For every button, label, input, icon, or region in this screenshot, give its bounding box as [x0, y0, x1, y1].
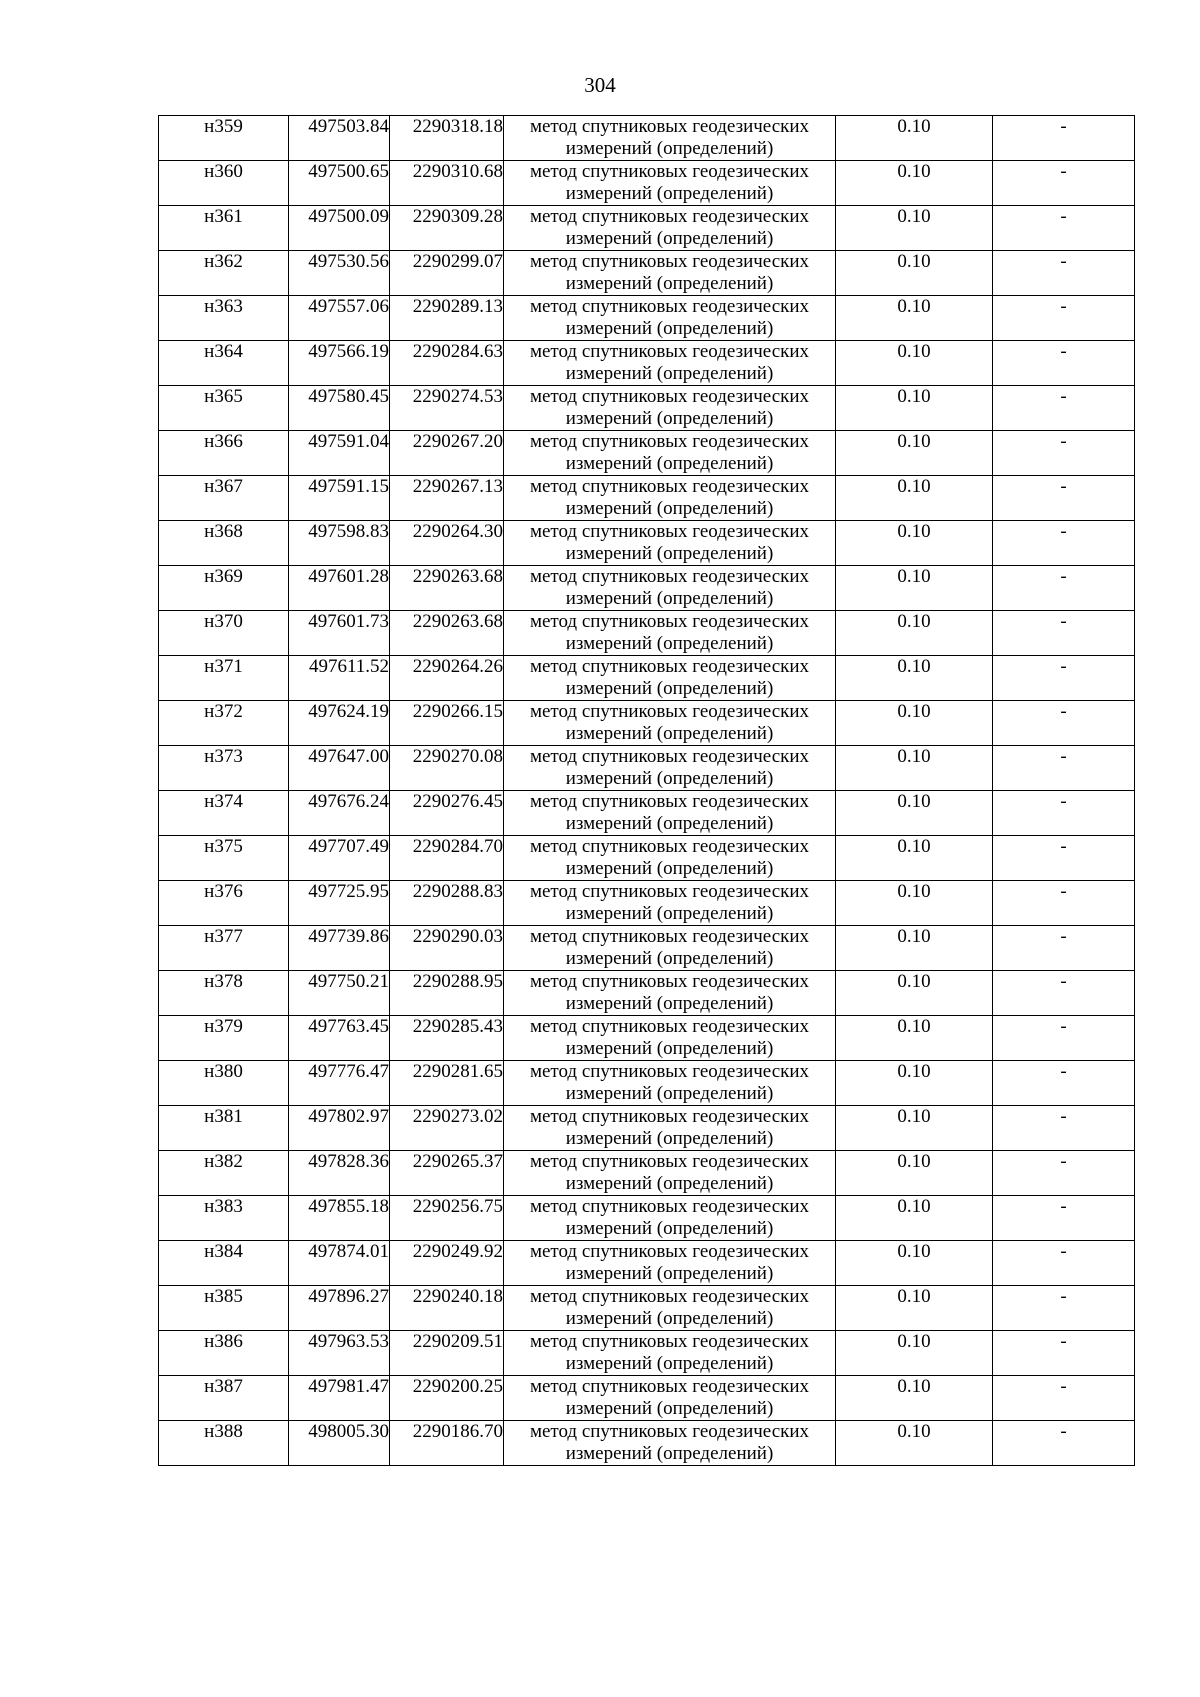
accuracy-cell: 0.10: [836, 656, 993, 701]
x-coordinate-cell: 497557.06: [289, 296, 390, 341]
method-line-1: метод спутниковых геодезических: [529, 1376, 810, 1397]
table-row: [159, 656, 1135, 701]
point-name-cell: н374: [159, 791, 289, 836]
x-coordinate-cell: 497591.15: [289, 476, 390, 521]
x-coordinate-cell: 497855.18: [289, 1196, 390, 1241]
method-cell: [504, 791, 836, 836]
method-line-2: измерений (определений): [565, 1308, 774, 1329]
method-line-2: измерений (определений): [565, 498, 774, 519]
x-coordinate-cell: 497981.47: [289, 1376, 390, 1421]
accuracy-cell: 0.10: [836, 1151, 993, 1196]
coordinates-table: [158, 115, 1135, 1466]
method-line-2: измерений (определений): [565, 453, 774, 474]
y-coordinate-cell: 2290289.13: [390, 296, 504, 341]
table-row: [159, 341, 1135, 386]
description-cell: -: [993, 1241, 1135, 1286]
y-coordinate-cell: 2290266.15: [390, 701, 504, 746]
y-coordinate-cell: 2290288.95: [390, 971, 504, 1016]
point-name-cell: н367: [159, 476, 289, 521]
table-row: [159, 521, 1135, 566]
table-row: [159, 836, 1135, 881]
method-cell: [504, 161, 836, 206]
method-line-2: измерений (определений): [565, 1038, 774, 1059]
point-name-cell: н380: [159, 1061, 289, 1106]
method-cell: [504, 1241, 836, 1286]
y-coordinate-cell: 2290288.83: [390, 881, 504, 926]
x-coordinate-cell: 497566.19: [289, 341, 390, 386]
accuracy-cell: 0.10: [836, 881, 993, 926]
method-cell: [504, 1421, 836, 1466]
accuracy-cell: 0.10: [836, 296, 993, 341]
accuracy-cell: 0.10: [836, 611, 993, 656]
table-row: [159, 1106, 1135, 1151]
method-line-2: измерений (определений): [565, 138, 774, 159]
x-coordinate-cell: 497874.01: [289, 1241, 390, 1286]
method-line-1: метод спутниковых геодезических: [529, 386, 810, 407]
method-line-2: измерений (определений): [565, 678, 774, 699]
x-coordinate-cell: 497739.86: [289, 926, 390, 971]
description-cell: -: [993, 296, 1135, 341]
y-coordinate-cell: 2290263.68: [390, 611, 504, 656]
accuracy-cell: 0.10: [836, 431, 993, 476]
description-cell: -: [993, 251, 1135, 296]
method-line-2: измерений (определений): [565, 543, 774, 564]
table-row: [159, 791, 1135, 836]
point-name-cell: н383: [159, 1196, 289, 1241]
method-line-1: метод спутниковых геодезических: [529, 521, 810, 542]
method-cell: [504, 521, 836, 566]
description-cell: -: [993, 971, 1135, 1016]
y-coordinate-cell: 2290186.70: [390, 1421, 504, 1466]
method-line-1: метод спутниковых геодезических: [529, 341, 810, 362]
accuracy-cell: 0.10: [836, 521, 993, 566]
y-coordinate-cell: 2290209.51: [390, 1331, 504, 1376]
method-line-1: метод спутниковых геодезических: [529, 1421, 810, 1442]
method-cell: [504, 1016, 836, 1061]
point-name-cell: н385: [159, 1286, 289, 1331]
table-row: [159, 881, 1135, 926]
description-cell: -: [993, 791, 1135, 836]
method-line-2: измерений (определений): [565, 768, 774, 789]
point-name-cell: н379: [159, 1016, 289, 1061]
point-name-cell: н364: [159, 341, 289, 386]
accuracy-cell: 0.10: [836, 701, 993, 746]
x-coordinate-cell: 497707.49: [289, 836, 390, 881]
point-name-cell: н386: [159, 1331, 289, 1376]
method-line-1: метод спутниковых геодезических: [529, 881, 810, 902]
method-line-1: метод спутниковых геодезических: [529, 1061, 810, 1082]
point-name-cell: н363: [159, 296, 289, 341]
description-cell: -: [993, 116, 1135, 161]
description-cell: -: [993, 566, 1135, 611]
method-line-1: метод спутниковых геодезических: [529, 251, 810, 272]
accuracy-cell: 0.10: [836, 341, 993, 386]
method-line-2: измерений (определений): [565, 228, 774, 249]
description-cell: -: [993, 431, 1135, 476]
point-name-cell: н362: [159, 251, 289, 296]
y-coordinate-cell: 2290299.07: [390, 251, 504, 296]
method-line-1: метод спутниковых геодезических: [529, 611, 810, 632]
method-line-1: метод спутниковых геодезических: [529, 836, 810, 857]
description-cell: -: [993, 341, 1135, 386]
y-coordinate-cell: 2290256.75: [390, 1196, 504, 1241]
x-coordinate-cell: 497763.45: [289, 1016, 390, 1061]
table-row: [159, 206, 1135, 251]
x-coordinate-cell: 498005.30: [289, 1421, 390, 1466]
point-name-cell: н378: [159, 971, 289, 1016]
x-coordinate-cell: 497647.00: [289, 746, 390, 791]
method-line-2: измерений (определений): [565, 1083, 774, 1104]
accuracy-cell: 0.10: [836, 836, 993, 881]
point-name-cell: н359: [159, 116, 289, 161]
method-line-1: метод спутниковых геодезических: [529, 701, 810, 722]
method-cell: [504, 116, 836, 161]
table-row: [159, 1016, 1135, 1061]
method-line-1: метод спутниковых геодезических: [529, 206, 810, 227]
y-coordinate-cell: 2290267.13: [390, 476, 504, 521]
table-row: [159, 296, 1135, 341]
accuracy-cell: 0.10: [836, 1421, 993, 1466]
point-name-cell: н376: [159, 881, 289, 926]
point-name-cell: н377: [159, 926, 289, 971]
method-cell: [504, 1331, 836, 1376]
method-cell: [504, 656, 836, 701]
y-coordinate-cell: 2290284.63: [390, 341, 504, 386]
method-line-1: метод спутниковых геодезических: [529, 161, 810, 182]
description-cell: -: [993, 1016, 1135, 1061]
accuracy-cell: 0.10: [836, 791, 993, 836]
description-cell: -: [993, 746, 1135, 791]
table-row: [159, 926, 1135, 971]
method-line-1: метод спутниковых геодезических: [529, 1016, 810, 1037]
table-row: [159, 746, 1135, 791]
method-line-1: метод спутниковых геодезических: [529, 971, 810, 992]
description-cell: -: [993, 386, 1135, 431]
description-cell: -: [993, 1376, 1135, 1421]
x-coordinate-cell: 497963.53: [289, 1331, 390, 1376]
method-line-2: измерений (определений): [565, 318, 774, 339]
method-line-1: метод спутниковых геодезических: [529, 431, 810, 452]
y-coordinate-cell: 2290264.26: [390, 656, 504, 701]
accuracy-cell: 0.10: [836, 1106, 993, 1151]
y-coordinate-cell: 2290310.68: [390, 161, 504, 206]
method-cell: [504, 1061, 836, 1106]
method-line-2: измерений (определений): [565, 858, 774, 879]
point-name-cell: н365: [159, 386, 289, 431]
accuracy-cell: 0.10: [836, 206, 993, 251]
x-coordinate-cell: 497750.21: [289, 971, 390, 1016]
method-cell: [504, 251, 836, 296]
method-cell: [504, 296, 836, 341]
method-line-2: измерений (определений): [565, 588, 774, 609]
point-name-cell: н388: [159, 1421, 289, 1466]
x-coordinate-cell: 497530.56: [289, 251, 390, 296]
page-number: 304: [584, 73, 616, 97]
method-cell: [504, 926, 836, 971]
method-line-2: измерений (определений): [565, 1218, 774, 1239]
x-coordinate-cell: 497676.24: [289, 791, 390, 836]
method-line-1: метод спутниковых геодезических: [529, 1286, 810, 1307]
description-cell: -: [993, 1151, 1135, 1196]
description-cell: -: [993, 161, 1135, 206]
method-line-2: измерений (определений): [565, 1263, 774, 1284]
method-line-1: метод спутниковых геодезических: [529, 1106, 810, 1127]
method-line-2: измерений (определений): [565, 408, 774, 429]
point-name-cell: н368: [159, 521, 289, 566]
description-cell: -: [993, 1421, 1135, 1466]
point-name-cell: н361: [159, 206, 289, 251]
point-name-cell: н381: [159, 1106, 289, 1151]
table-row: [159, 161, 1135, 206]
accuracy-cell: 0.10: [836, 1196, 993, 1241]
description-cell: -: [993, 206, 1135, 251]
x-coordinate-cell: 497580.45: [289, 386, 390, 431]
y-coordinate-cell: 2290290.03: [390, 926, 504, 971]
x-coordinate-cell: 497598.83: [289, 521, 390, 566]
method-line-2: измерений (определений): [565, 633, 774, 654]
accuracy-cell: 0.10: [836, 566, 993, 611]
description-cell: -: [993, 701, 1135, 746]
y-coordinate-cell: 2290309.28: [390, 206, 504, 251]
method-cell: [504, 431, 836, 476]
table-row: [159, 116, 1135, 161]
method-line-2: измерений (определений): [565, 993, 774, 1014]
accuracy-cell: 0.10: [836, 161, 993, 206]
y-coordinate-cell: 2290276.45: [390, 791, 504, 836]
point-name-cell: н384: [159, 1241, 289, 1286]
x-coordinate-cell: 497896.27: [289, 1286, 390, 1331]
point-name-cell: н366: [159, 431, 289, 476]
description-cell: -: [993, 1196, 1135, 1241]
method-cell: [504, 1286, 836, 1331]
method-line-1: метод спутниковых геодезических: [529, 1196, 810, 1217]
table-row: [159, 566, 1135, 611]
method-line-1: метод спутниковых геодезических: [529, 746, 810, 767]
point-name-cell: н371: [159, 656, 289, 701]
accuracy-cell: 0.10: [836, 251, 993, 296]
method-line-2: измерений (определений): [565, 723, 774, 744]
description-cell: -: [993, 521, 1135, 566]
accuracy-cell: 0.10: [836, 476, 993, 521]
table-row: [159, 1286, 1135, 1331]
accuracy-cell: 0.10: [836, 1241, 993, 1286]
y-coordinate-cell: 2290263.68: [390, 566, 504, 611]
x-coordinate-cell: 497601.28: [289, 566, 390, 611]
table-row: [159, 1331, 1135, 1376]
description-cell: -: [993, 926, 1135, 971]
method-line-1: метод спутниковых геодезических: [529, 1151, 810, 1172]
accuracy-cell: 0.10: [836, 926, 993, 971]
accuracy-cell: 0.10: [836, 1286, 993, 1331]
method-line-1: метод спутниковых геодезических: [529, 296, 810, 317]
x-coordinate-cell: 497725.95: [289, 881, 390, 926]
description-cell: -: [993, 1106, 1135, 1151]
method-line-2: измерений (определений): [565, 1173, 774, 1194]
method-cell: [504, 746, 836, 791]
y-coordinate-cell: 2290281.65: [390, 1061, 504, 1106]
y-coordinate-cell: 2290284.70: [390, 836, 504, 881]
method-cell: [504, 1151, 836, 1196]
method-line-1: метод спутниковых геодезических: [529, 1331, 810, 1352]
y-coordinate-cell: 2290270.08: [390, 746, 504, 791]
description-cell: -: [993, 1061, 1135, 1106]
method-line-2: измерений (определений): [565, 813, 774, 834]
method-line-1: метод спутниковых геодезических: [529, 656, 810, 677]
method-cell: [504, 566, 836, 611]
description-cell: -: [993, 1286, 1135, 1331]
method-line-2: измерений (определений): [565, 948, 774, 969]
x-coordinate-cell: 497500.65: [289, 161, 390, 206]
method-line-2: измерений (определений): [565, 1443, 774, 1464]
point-name-cell: н360: [159, 161, 289, 206]
y-coordinate-cell: 2290273.02: [390, 1106, 504, 1151]
method-cell: [504, 341, 836, 386]
method-line-2: измерений (определений): [565, 183, 774, 204]
method-cell: [504, 206, 836, 251]
description-cell: -: [993, 656, 1135, 701]
accuracy-cell: 0.10: [836, 746, 993, 791]
description-cell: -: [993, 1331, 1135, 1376]
point-name-cell: н370: [159, 611, 289, 656]
y-coordinate-cell: 2290285.43: [390, 1016, 504, 1061]
table-row: [159, 1061, 1135, 1106]
method-line-2: измерений (определений): [565, 273, 774, 294]
method-cell: [504, 611, 836, 656]
point-name-cell: н375: [159, 836, 289, 881]
accuracy-cell: 0.10: [836, 1061, 993, 1106]
method-cell: [504, 701, 836, 746]
x-coordinate-cell: 497828.36: [289, 1151, 390, 1196]
table-row: [159, 1421, 1135, 1466]
method-cell: [504, 881, 836, 926]
x-coordinate-cell: 497591.04: [289, 431, 390, 476]
method-cell: [504, 1196, 836, 1241]
method-line-2: измерений (определений): [565, 903, 774, 924]
y-coordinate-cell: 2290265.37: [390, 1151, 504, 1196]
accuracy-cell: 0.10: [836, 386, 993, 431]
x-coordinate-cell: 497500.09: [289, 206, 390, 251]
point-name-cell: н382: [159, 1151, 289, 1196]
method-line-2: измерений (определений): [565, 1128, 774, 1149]
accuracy-cell: 0.10: [836, 1016, 993, 1061]
method-line-2: измерений (определений): [565, 363, 774, 384]
x-coordinate-cell: 497601.73: [289, 611, 390, 656]
point-name-cell: н387: [159, 1376, 289, 1421]
method-cell: [504, 971, 836, 1016]
x-coordinate-cell: 497624.19: [289, 701, 390, 746]
method-cell: [504, 1376, 836, 1421]
table-row: [159, 386, 1135, 431]
method-line-1: метод спутниковых геодезических: [529, 116, 810, 137]
method-line-1: метод спутниковых геодезических: [529, 926, 810, 947]
x-coordinate-cell: 497611.52: [289, 656, 390, 701]
table-row: [159, 476, 1135, 521]
method-cell: [504, 386, 836, 431]
x-coordinate-cell: 497802.97: [289, 1106, 390, 1151]
x-coordinate-cell: 497503.84: [289, 116, 390, 161]
method-line-1: метод спутниковых геодезических: [529, 1241, 810, 1262]
y-coordinate-cell: 2290267.20: [390, 431, 504, 476]
y-coordinate-cell: 2290318.18: [390, 116, 504, 161]
method-cell: [504, 476, 836, 521]
accuracy-cell: 0.10: [836, 971, 993, 1016]
y-coordinate-cell: 2290240.18: [390, 1286, 504, 1331]
y-coordinate-cell: 2290200.25: [390, 1376, 504, 1421]
y-coordinate-cell: 2290274.53: [390, 386, 504, 431]
table-row: [159, 611, 1135, 656]
y-coordinate-cell: 2290264.30: [390, 521, 504, 566]
description-cell: -: [993, 476, 1135, 521]
table-row: [159, 1241, 1135, 1286]
table-row: [159, 431, 1135, 476]
coordinates-table-body: [159, 116, 1135, 1466]
method-line-2: измерений (определений): [565, 1398, 774, 1419]
x-coordinate-cell: 497776.47: [289, 1061, 390, 1106]
table-row: [159, 701, 1135, 746]
point-name-cell: н369: [159, 566, 289, 611]
accuracy-cell: 0.10: [836, 1331, 993, 1376]
table-row: [159, 971, 1135, 1016]
accuracy-cell: 0.10: [836, 1376, 993, 1421]
description-cell: -: [993, 611, 1135, 656]
method-cell: [504, 1106, 836, 1151]
method-line-1: метод спутниковых геодезических: [529, 566, 810, 587]
point-name-cell: н372: [159, 701, 289, 746]
method-line-2: измерений (определений): [565, 1353, 774, 1374]
method-line-1: метод спутниковых геодезических: [529, 791, 810, 812]
method-line-1: метод спутниковых геодезических: [529, 476, 810, 497]
table-row: [159, 1151, 1135, 1196]
description-cell: -: [993, 836, 1135, 881]
table-row: [159, 251, 1135, 296]
description-cell: -: [993, 881, 1135, 926]
y-coordinate-cell: 2290249.92: [390, 1241, 504, 1286]
method-cell: [504, 836, 836, 881]
point-name-cell: н373: [159, 746, 289, 791]
table-row: [159, 1196, 1135, 1241]
table-row: [159, 1376, 1135, 1421]
accuracy-cell: 0.10: [836, 116, 993, 161]
